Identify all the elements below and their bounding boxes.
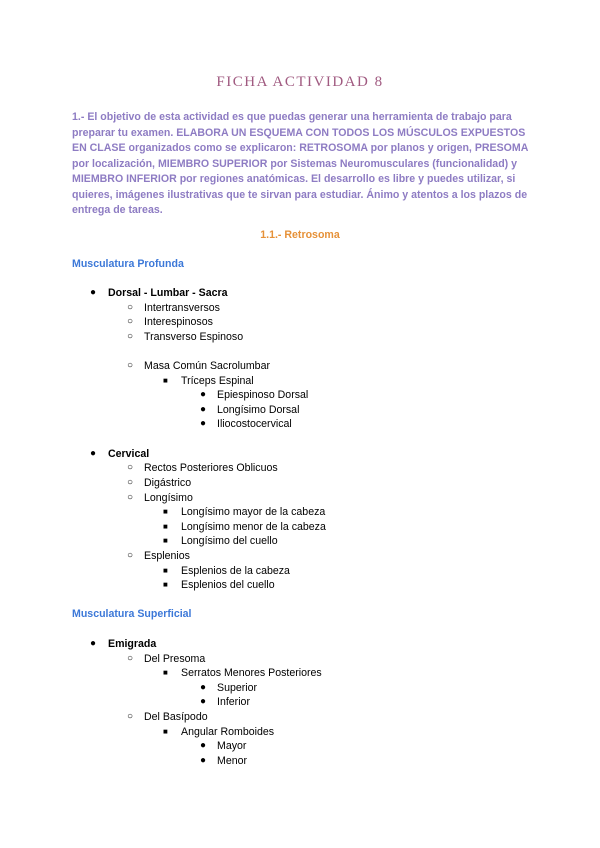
list-item: Tríceps Espinal [181, 375, 254, 387]
list-item: Esplenios [144, 550, 190, 562]
bullet-square: ■ [163, 376, 168, 385]
heading-superficial: Musculatura Superficial [72, 608, 192, 620]
bullet-circle: ○ [127, 653, 134, 664]
intro-number: 1.- [72, 111, 85, 123]
bullet-circle: ○ [127, 477, 134, 488]
list-item: Longísimo [144, 492, 193, 504]
bullet-circle: ○ [127, 550, 134, 561]
bullet-square: ■ [163, 536, 168, 545]
bullet-circle: ○ [127, 462, 134, 473]
list-item-emigrada: Emigrada [108, 638, 157, 650]
list-item: Longísimo del cuello [181, 535, 278, 547]
list-item: Mayor [217, 740, 247, 752]
list-item: Iliocostocervical [217, 418, 292, 430]
bullet-dot: ● [200, 404, 207, 415]
bullet-dot: ● [90, 448, 97, 459]
list-item-cervical: Cervical [108, 448, 150, 460]
intro-paragraph [72, 110, 532, 219]
bullet-circle: ○ [127, 492, 134, 503]
bullet-dot: ● [200, 418, 207, 429]
list-item: Interespinosos [144, 316, 213, 328]
list-item: Longísimo Dorsal [217, 404, 300, 416]
bullet-square: ■ [163, 580, 168, 589]
bullet-square: ■ [163, 566, 168, 575]
bullet-dot: ● [200, 682, 207, 693]
list-item-dorsal: Dorsal - Lumbar - Sacra [108, 287, 228, 299]
list-item: Esplenios del cuello [181, 579, 275, 591]
bullet-square: ■ [163, 668, 168, 677]
list-item: Serratos Menores Posteriores [181, 667, 322, 679]
bullet-dot: ● [90, 287, 97, 298]
bullet-square: ■ [163, 522, 168, 531]
list-item: Esplenios de la cabeza [181, 565, 290, 577]
list-item: Rectos Posteriores Oblicuos [144, 462, 278, 474]
list-item: Del Presoma [144, 653, 206, 665]
bullet-dot: ● [200, 755, 207, 766]
bullet-dot: ● [200, 696, 207, 707]
bullet-circle: ○ [127, 331, 134, 342]
list-item: Epiespinoso Dorsal [217, 389, 309, 401]
section-subtitle: 1.1.- Retrosoma [260, 229, 340, 241]
list-item: Menor [217, 755, 248, 767]
page-title: FICHA ACTIVIDAD 8 [216, 74, 384, 90]
bullet-circle: ○ [127, 316, 134, 327]
list-item: Masa Común Sacrolumbar [144, 360, 270, 372]
list-item: Transverso Espinoso [144, 331, 244, 343]
list-item: Intertransversos [144, 302, 220, 314]
bullet-square: ■ [163, 727, 168, 736]
bullet-square: ■ [163, 507, 168, 516]
list-item: Longísimo menor de la cabeza [181, 521, 326, 533]
bullet-circle: ○ [127, 360, 134, 371]
list-item: Digástrico [144, 477, 192, 489]
list-item: Del Basípodo [144, 711, 208, 723]
bullet-dot: ● [200, 740, 207, 751]
bullet-circle: ○ [127, 302, 134, 313]
list-item: Superior [217, 682, 258, 694]
bullet-dot: ● [200, 389, 207, 400]
heading-profunda: Musculatura Profunda [72, 258, 184, 270]
bullet-dot: ● [90, 638, 97, 649]
list-item: Inferior [217, 696, 250, 708]
list-item: Angular Romboides [181, 726, 275, 738]
list-item: Longísimo mayor de la cabeza [181, 506, 326, 518]
intro-text: El objetivo de esta actividad es que puedas generar una herramienta de trabajo para preparar tu examen. ELABORA UN ESQUEMA CON TODOS LOS MÚSCULOS EXPUESTOS EN CLASE organizados como se explicaron: RETROSOMA por planos y origen, PRESOMA por localización, MIEMBRO SUPERIOR por Sistemas Neuromusculares (funcionalidad) y MIEMBRO INFERIOR por regiones anatómicas. El desarrollo es libre y puedes utilizar, si quieres, imágenes ilustrativas que te sirvan para estudiar. Ánimo y atentos a los plazos de entrega de tareas. [72, 111, 528, 216]
bullet-circle: ○ [127, 711, 134, 722]
